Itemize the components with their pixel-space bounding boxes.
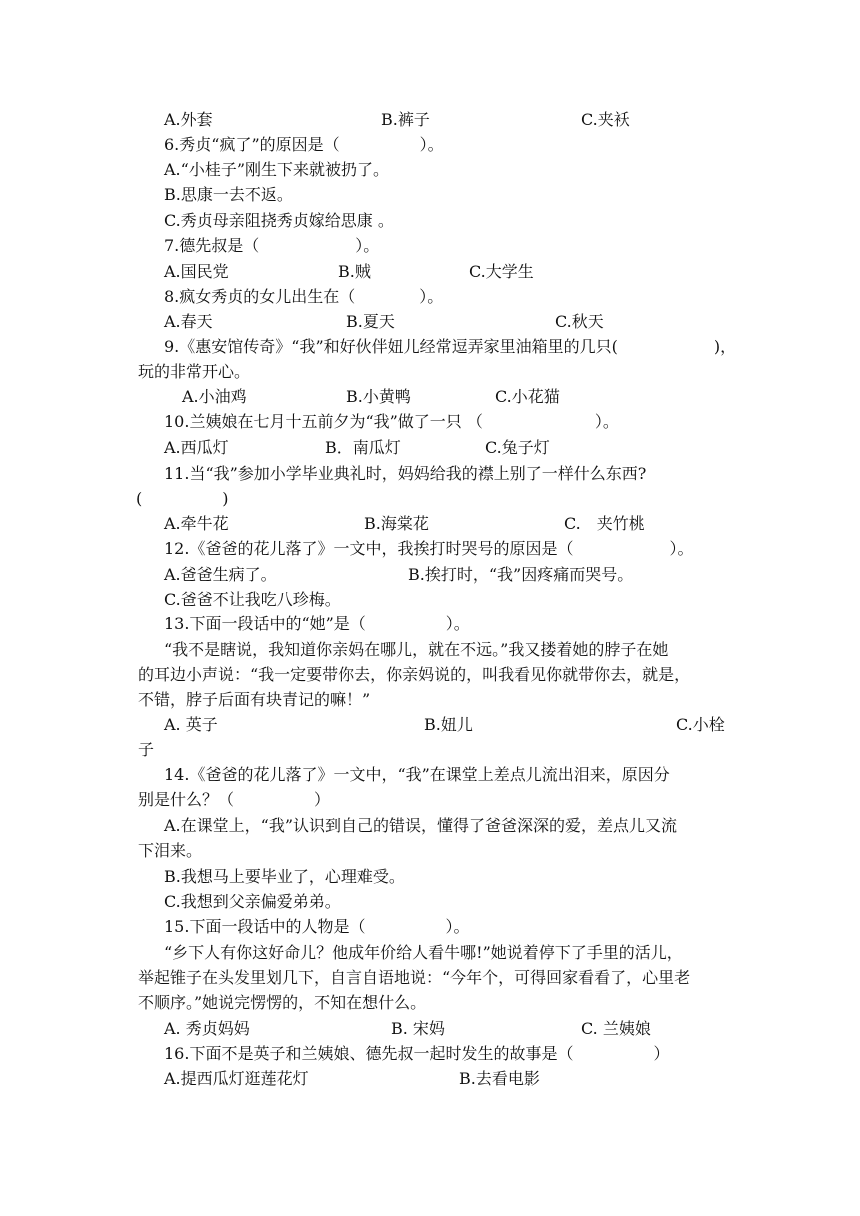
q10-option-a: A.西瓜灯 — [164, 438, 229, 457]
q16-stem: 16.下面不是英子和兰姨娘、德先叔一起时发生的故事是（ ） — [164, 1044, 670, 1063]
q10-option-b: B．南瓜灯 — [325, 438, 401, 457]
q11-stem-line1: 11.当“我”参加小学毕业典礼时，妈妈给我的襟上别了一样什么东西? — [164, 464, 647, 483]
q9-stem-line1: 9.《惠安馆传奇》“我”和好伙伴妞儿经常逗弄家里油箱里的几只( )， — [164, 337, 737, 356]
q11-option-b: B.海棠花 — [364, 514, 429, 533]
q14-stem-line2: 别是什么？（ ） — [138, 790, 331, 809]
q15-passage-line2: 举起锥子在头发里划几下，自言自语地说：“今年个，可得回家看看了，心里老 — [138, 968, 691, 987]
q13-passage-line3: 不错，脖子后面有块青记的嘛！” — [138, 690, 371, 709]
q16-option-b: B.去看电影 — [459, 1069, 540, 1088]
q11-stem-line2: ( ) — [136, 489, 229, 508]
q12-option-c: C.爸爸不让我吃八珍梅。 — [164, 590, 341, 609]
q6-option-b: B.思康一去不返。 — [164, 185, 293, 204]
q9-option-c: C.小花猫 — [495, 387, 560, 406]
q7-option-b: B.贼 — [338, 262, 371, 281]
q7-stem: 7.德先叔是（ ）。 — [164, 236, 380, 255]
q9-option-a: A.小油鸡 — [182, 387, 247, 406]
q7-option-c: C.大学生 — [469, 262, 534, 281]
q16-option-a: A.提西瓜灯逛莲花灯 — [164, 1069, 309, 1088]
q15-passage-line1: “乡下人有你这好命儿？他成年价给人看牛哪!”她说着停下了手里的活儿， — [164, 943, 683, 962]
q15-option-c: C. 兰姨娘 — [581, 1019, 651, 1038]
q9-stem-line2: 玩的非常开心。 — [138, 362, 251, 381]
q10-stem: 10.兰姨娘在七月十五前夕为“我”做了一只 （ ）。 — [164, 412, 619, 431]
q15-stem: 15.下面一段话中的人物是（ ）。 — [164, 917, 470, 936]
q11-option-a: A.牵牛花 — [164, 514, 229, 533]
q15-option-b: B. 宋妈 — [391, 1019, 445, 1038]
q14-option-b: B.我想马上要毕业了，心理难受。 — [164, 867, 405, 886]
q13-option-b: B.妞儿 — [424, 715, 473, 734]
q6-option-a: A.“小桂子”刚生下来就被扔了。 — [164, 160, 390, 179]
q14-option-a-line2: 下泪来。 — [138, 841, 203, 860]
q14-option-c: C.我想到父亲偏爱弟弟。 — [164, 892, 341, 911]
q8-option-b: B.夏天 — [346, 312, 395, 331]
q7-option-a: A.国民党 — [164, 262, 229, 281]
q13-stem: 13.下面一段话中的“她”是（ ）。 — [164, 614, 470, 633]
q5-option-c: C.夹袄 — [581, 110, 630, 129]
q14-stem-line1: 14.《爸爸的花儿落了》一文中，“我”在课堂上差点儿流出泪来，原因分 — [164, 765, 670, 784]
q13-option-c: C.小栓 — [676, 715, 725, 734]
q13-passage-line2: 的耳边小声说：“我一定要带你去，你亲妈说的，叫我看见你就带你去，就是， — [138, 665, 691, 684]
q13-option-c-wrap: 子 — [138, 740, 155, 759]
q13-passage-line1: “我不是瞎说，我知道你亲妈在哪儿，就在不远。”我又搂着她的脖子在她 — [164, 640, 669, 659]
q8-stem: 8.疯女秀贞的女儿出生在（ ）。 — [164, 287, 444, 306]
q13-option-a: A. 英子 — [164, 715, 218, 734]
q14-option-a-line1: A.在课堂上，“我”认识到自己的错误，懂得了爸爸深深的爱，差点儿又流 — [164, 816, 678, 835]
q11-option-c: C. 夹竹桃 — [564, 514, 645, 533]
q6-stem: 6.秀贞“疯了”的原因是（ ）。 — [164, 135, 444, 154]
q10-option-c: C.兔子灯 — [485, 438, 550, 457]
q5-option-b: B.裤子 — [381, 110, 430, 129]
q5-option-a: A.外套 — [164, 110, 213, 129]
q12-option-b: B.挨打时，“我”因疼痛而哭号。 — [408, 565, 634, 584]
q8-option-c: C.秋天 — [555, 312, 604, 331]
q6-option-c: C.秀贞母亲阻挠秀贞嫁给思康 。 — [164, 211, 394, 230]
q8-option-a: A.春天 — [164, 312, 213, 331]
q9-option-b: B.小黄鸭 — [346, 387, 411, 406]
q15-option-a: A. 秀贞妈妈 — [164, 1019, 250, 1038]
q12-stem: 12.《爸爸的花儿落了》一文中，我挨打时哭号的原因是（ ）。 — [164, 539, 694, 558]
q12-option-a: A.爸爸生病了。 — [164, 565, 277, 584]
q15-passage-line3: 不顺序。”她说完愣愣的，不知在想什么。 — [138, 993, 427, 1012]
